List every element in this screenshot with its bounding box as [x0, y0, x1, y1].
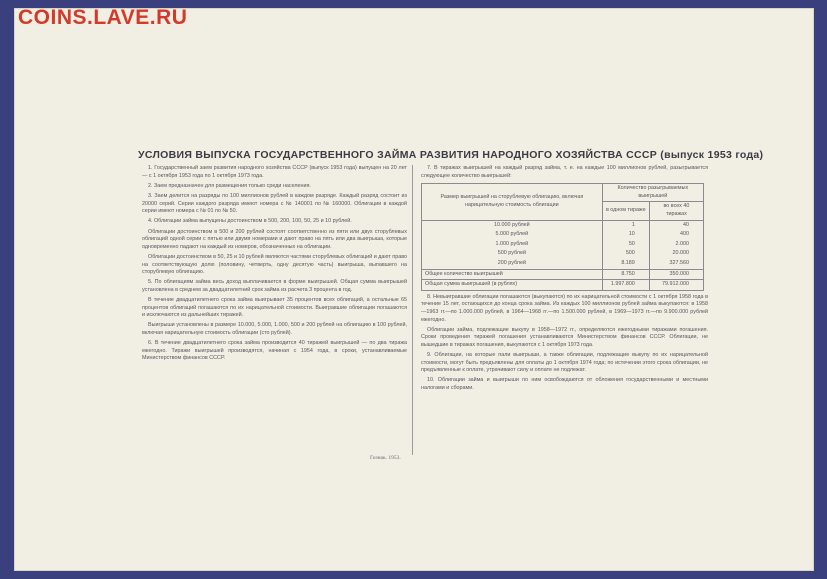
clause-4-note-500-200: Облигации достоинством в 500 и 200 рублей состоят соответственно из пяти или двух стоpублевых облигаций одной серии с пятью или двумя номерами и дают право на пять или два выигрыша, которые одновременно падают на каждый из номеров, обозначенных на облигации.	[142, 228, 407, 250]
total-sum-one: 1.997.800	[602, 280, 649, 291]
total-count-label: Общее количество выигрышей	[422, 269, 603, 280]
table-row-total-sum	[422, 280, 704, 291]
table-row-total-count	[422, 269, 704, 280]
table-row	[422, 240, 704, 250]
clause-2: 2. Заем предназначен для размещения только среди населения.	[148, 182, 311, 189]
table-row	[422, 249, 704, 259]
clause-8: 8. Невыигравшие облигации погашаются (выкупаются) по их нарицательной стоимости с 1 октября 1958 года в течение 15 лет, остающихся до конца срока займа. Из каждых 100 миллионов рублей займа выкупаются: в 1958—1963 гг.—по 1.000.000 рублей, в 1964—1968 гг.—по 1.500.000 рублей, в 1969—1973 гг.—по 9.900.000 рублей ежегодно.	[421, 293, 708, 323]
site-watermark: COINS.LAVE.RU	[18, 6, 188, 29]
table-row	[422, 259, 704, 269]
clause-8-note: Облигации займа, подлежащие выкупу в 1958—1972 гг., определяются ежегодными тиражами погашения. Сроки проведения тиражей погашения устанавливаются Министерством финансов СССР. Облигации, не вышедшие в тиражах погашения, выкупаются с 1 октября 1973 года.	[421, 326, 708, 348]
prize-one: 10	[602, 230, 649, 240]
prize-one: 8.189	[602, 259, 649, 269]
table-row	[422, 230, 704, 240]
prize-size: 5.000 рублей	[422, 230, 603, 240]
total-count-one: 8.750	[602, 269, 649, 280]
prize-all: 327.560	[649, 259, 703, 269]
total-sum-label: Общая сумма выигрышей (в рублях)	[422, 280, 603, 291]
clause-5-note-amounts: Выигрыши установлены в размере 10.000, 5.000, 1.000, 500 и 200 рублей на облигацию в 100 рублей, включая нарицательную стоимость облигации (сто рублей).	[142, 322, 407, 337]
left-column	[142, 165, 407, 366]
printer-imprint: Гознак. 1953.	[370, 455, 401, 461]
clause-1: 1. Государственный заем развития народного хозяйства СССР (выпуск 1953 года) выпущен на 20 лет — с 1 октября 1953 года по 1 октября 1973 года.	[142, 165, 407, 179]
clause-7: 7. В тиражах выигрышей на каждый разряд займа, т. е. на каждые 100 миллионов рублей, разыгрывается следующее количество выигрышей:	[421, 165, 708, 179]
prize-one: 500	[602, 249, 649, 259]
prize-all: 40	[649, 220, 703, 230]
header-one-draw: в одном тираже	[602, 202, 649, 220]
column-divider	[412, 165, 413, 455]
total-sum-all: 79.912.000	[649, 280, 703, 291]
prize-all: 2.000	[649, 240, 703, 250]
prize-size: 1.000 рублей	[422, 240, 603, 250]
clause-5-note-percent: В течение двадцатилетнего срока займа выигрывает 35 процентов всех облигаций, а остальные 65 процентов облигаций погашаются по их нарицательной стоимости. Выигравшие облигации погашаются и исключаются из дальнейших тиражей.	[142, 297, 407, 319]
clause-6: 6. В течение двадцатилетнего срока займа производится 40 тиражей выигрышей — по два тиража ежегодно. Тиражи выигрышей производятся, начиная с 1954 года, в сроки, устанавливаемые Министерством финансов СССР.	[142, 340, 407, 362]
clause-9: 9. Облигации, на которые пали выигрыши, а также облигации, подлежащие выкупу по их нарицательной стоимости, могут быть предъявлены для оплаты до 1 октября 1974 года; по истечении этого срока облигации, не предъявленные к оплате, утрачивают силу и оплате не подлежат.	[421, 352, 708, 374]
right-column	[421, 165, 708, 395]
header-prize-count: Количество разыгрываемых выигрышей	[602, 184, 703, 202]
clause-5: 5. По облигациям займа весь доход выплачивается в форме выигрышей. Общая сумма выигрышей установлена в среднем за двадцатилетний срок займа из расчета 3 процента в год.	[142, 279, 407, 293]
clause-4-note-50-25-10: Облигации достоинством в 50, 25 и 10 рублей являются частями стоpублевых облигаций и дают право на соответствующую долю (половину, четверть, одну десятую часть) выигрыша, выпавшего на стоpублевую облигацию.	[142, 253, 407, 276]
total-count-all: 350.000	[649, 269, 703, 280]
prize-one: 1	[602, 220, 649, 230]
prize-size: 10.000 рублей	[422, 220, 603, 230]
prize-table	[421, 183, 704, 291]
prize-all: 400	[649, 230, 703, 240]
prize-all: 20.000	[649, 249, 703, 259]
clause-4: 4. Облигации займа выпущены достоинством в 500, 200, 100, 50, 25 и 10 рублей.	[148, 218, 352, 225]
prize-size: 200 рублей	[422, 259, 603, 269]
prize-size: 500 рублей	[422, 249, 603, 259]
prize-one: 50	[602, 240, 649, 250]
document-title: УСЛОВИЯ ВЫПУСКА ГОСУДАРСТВЕННОГО ЗАЙМА РАЗВИТИЯ НАРОДНОГО ХОЗЯЙСТВА СССР (выпуск 1953 года)	[138, 149, 764, 161]
header-prize-size: Размер выигрышей на стоpублевую облигацию, включая нарицательную стоимость облигации	[422, 184, 603, 220]
clause-10: 10. Облигации займа и выигрыши по ним освобождаются от обложения государственными и местными налогами и сборами.	[421, 377, 708, 392]
header-all-draws: во всех 40 тиражах	[649, 202, 703, 220]
table-row	[422, 220, 704, 230]
clause-3: 3. Заем делится на разряды по 100 миллионов рублей в каждом разряде. Каждый разряд состоит из 20000 серий. Серии каждого разряда имеют номера с № 140001 по № 160000. Облигации в каждой серии имеют номера с № 01 по № 50.	[142, 192, 407, 215]
